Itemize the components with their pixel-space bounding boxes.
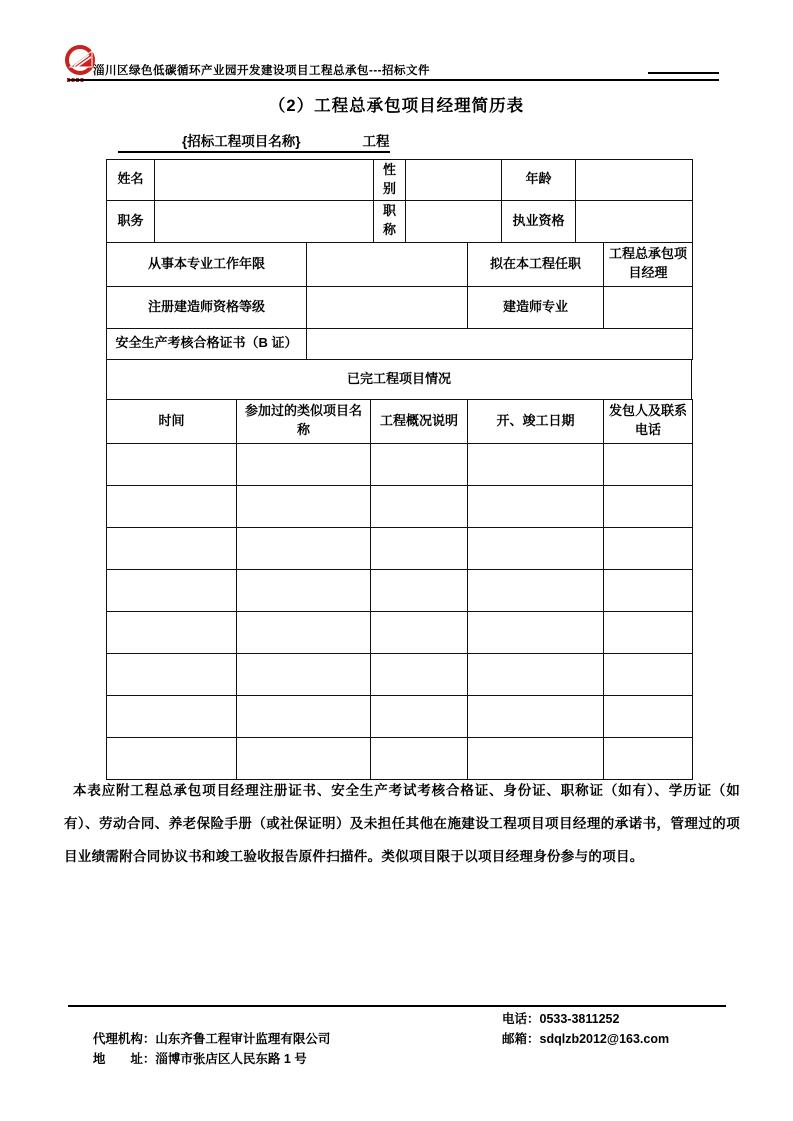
history-empty-row [107,569,693,611]
proposed-role-value: 工程总承包项目经理 [604,242,693,286]
history-empty-cell [107,611,237,653]
proposed-role-label: 拟在本工程任职 [468,242,604,286]
history-empty-cell [468,737,604,779]
history-empty-cell [237,611,371,653]
history-empty-cell [468,527,604,569]
agency-name: 代理机构：山东齐鲁工程审计监理有限公司 [92,1032,331,1046]
history-empty-row [107,695,693,737]
history-empty-cell [107,737,237,779]
history-empty-row [107,611,693,653]
history-empty-row [107,527,693,569]
history-empty-cell [371,695,468,737]
history-empty-cell [604,569,693,611]
history-empty-cell [237,527,371,569]
history-empty-cell [237,737,371,779]
history-empty-cell [604,737,693,779]
history-empty-cell [468,611,604,653]
section-title-table [106,359,692,400]
form-title: （2）工程总承包项目经理简历表 [268,97,525,115]
history-empty-cell [468,653,604,695]
position-field [155,200,374,242]
history-empty-cell [371,443,468,485]
name-label: 姓名 [107,160,155,201]
history-empty-cell [604,611,693,653]
history-empty-row [107,653,693,695]
history-col-time: 时间 [107,399,237,443]
footer [72,1009,726,1066]
title-field [406,200,502,242]
history-col-overview: 工程概况说明 [371,399,468,443]
page-number-blank-line [648,72,719,74]
constructor-major-label: 建造师专业 [468,286,604,328]
agency-email: 邮箱：sdqlzb2012@163.com [502,1032,670,1046]
history-empty-row [107,485,693,527]
safety-cert-field [307,328,693,359]
constructor-major-field [604,286,693,328]
footer-row-address [72,1029,726,1066]
history-empty-row [107,443,693,485]
history-header-row [107,399,693,443]
constructor-grade-label: 注册建造师资格等级 [107,286,307,328]
agency-phone: 电话：0533-3811252 [502,1012,620,1026]
history-empty-cell [371,569,468,611]
name-field [155,160,374,201]
gender-field [406,160,502,201]
table-row [107,160,693,201]
work-years-field [307,242,468,286]
table-row [107,359,692,399]
gender-label: 性别 [374,160,406,201]
history-empty-cell [107,527,237,569]
history-col-project-name: 参加过的类似项目名称 [237,399,371,443]
work-years-label: 从事本专业工作年限 [107,242,307,286]
header-doc-title: 淄川区绿色低碳循环产业园开发建设项目工程总承包---招标文件 [93,65,430,77]
history-col-employer-contact: 发包人及联系电话 [604,399,693,443]
practice-qualification-label: 执业资格 [502,200,576,242]
history-empty-cell [237,443,371,485]
certificate-table [106,328,693,360]
history-empty-cell [107,485,237,527]
history-empty-cell [371,527,468,569]
constructor-grade-field [307,286,468,328]
history-empty-cell [468,695,604,737]
completed-projects-section-title: 已完工程项目情况 [107,359,692,399]
resume-form-table [106,159,692,780]
qualification-table [106,242,693,329]
practice-qualification-field [576,200,693,242]
history-col-dates: 开、竣工日期 [468,399,604,443]
table-row [107,286,693,328]
history-empty-cell [237,569,371,611]
table-row [107,328,693,359]
project-name-line [118,130,390,153]
footer-rule [68,1005,726,1007]
history-empty-cell [468,443,604,485]
position-label: 职务 [107,200,155,242]
history-empty-cell [604,527,693,569]
table-row [107,242,693,286]
history-empty-cell [107,443,237,485]
history-empty-cell [468,569,604,611]
history-empty-cell [371,485,468,527]
project-name-placeholder: {招标工程项目名称} [182,134,301,149]
history-empty-cell [371,653,468,695]
history-empty-cell [107,695,237,737]
project-suffix: 工程 [362,134,390,149]
history-empty-cell [604,485,693,527]
history-empty-cell [371,611,468,653]
history-table [106,399,693,780]
header-rule [68,79,719,81]
age-label: 年龄 [502,160,576,201]
history-empty-cell [371,737,468,779]
history-empty-cell [604,695,693,737]
history-empty-cell [604,653,693,695]
history-empty-cell [237,653,371,695]
history-empty-row [107,737,693,779]
title-label: 职称 [374,200,406,242]
history-body [107,443,693,779]
history-empty-cell [468,485,604,527]
table-row [107,200,693,242]
identity-table [106,159,693,243]
history-empty-cell [237,695,371,737]
safety-cert-label: 安全生产考核合格证书（B 证） [107,328,307,359]
attachment-note: 本表应附工程总承包项目经理注册证书、安全生产考试考核合格证、身份证、职称证（如有）、学历证（如有）、劳动合同、养老保险手册（或社保证明）及未担任其他在施建设工程项目项目经理的承诺书，管理过的项目业绩需附合同协议书和竣工验收报告原件扫描件。类似项目限于以项目经理身份参与的项目。 [64,783,740,864]
history-empty-cell [604,443,693,485]
agency-address: 地 址：淄博市张店区人民东路 1 号 [92,1052,307,1066]
history-empty-cell [107,569,237,611]
age-field [576,160,693,201]
history-empty-cell [237,485,371,527]
history-empty-cell [107,653,237,695]
